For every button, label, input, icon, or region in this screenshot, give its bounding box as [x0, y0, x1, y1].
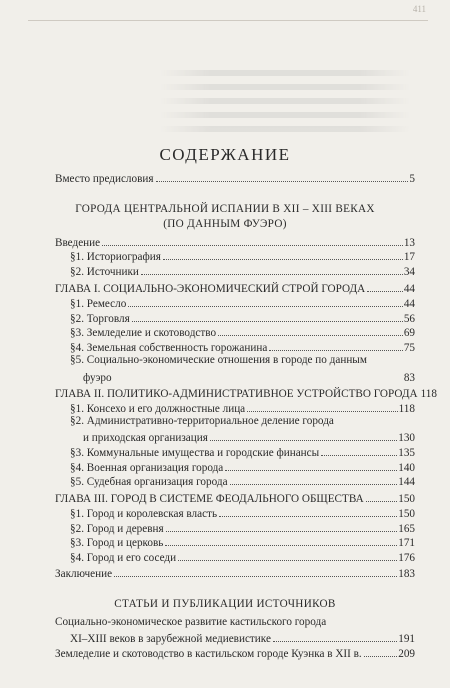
- entry-label: Вместо предисловия: [55, 173, 154, 185]
- toc-entry-finances[interactable]: [70, 444, 415, 459]
- leader-dots: [128, 295, 403, 307]
- part2-heading: СТАТЬИ И ПУБЛИКАЦИИ ИСТОЧНИКОВ: [114, 598, 336, 610]
- entry-label: фуэро: [83, 372, 112, 384]
- leader-dots: [210, 429, 397, 441]
- entry-label: §3. Коммунальные имущества и городские финансы: [70, 447, 320, 459]
- page-number: 411: [412, 4, 426, 14]
- entry-page: 176: [398, 552, 415, 564]
- toc-entry-village[interactable]: [70, 520, 415, 535]
- entry-label: §3. Земледелие и скотоводство: [70, 327, 217, 339]
- entry-page: 171: [398, 537, 415, 549]
- toc-entry-article1-line1[interactable]: Социально-экономическое развитие кастильского города: [55, 616, 327, 628]
- toc-entry-trade[interactable]: [70, 310, 415, 325]
- entry-page: 183: [398, 568, 415, 580]
- entry-page: 165: [398, 523, 415, 535]
- toc-entry-foreword[interactable]: [55, 170, 415, 185]
- toc-entry-article2[interactable]: [55, 645, 415, 660]
- toc-entry-concejo[interactable]: [70, 400, 415, 415]
- entry-label: §1. Историография: [70, 251, 161, 263]
- toc-entry-chapter-3[interactable]: [55, 490, 415, 505]
- leader-dots: [156, 170, 409, 182]
- entry-label: §5. Судебная организация города: [70, 476, 228, 488]
- toc-entry-agriculture[interactable]: [70, 324, 415, 339]
- entry-page: 83: [403, 372, 415, 384]
- entry-label: §1. Город и королевская власть: [70, 508, 218, 520]
- leader-dots: [273, 630, 397, 642]
- page-title: СОДЕРЖАНИЕ: [159, 145, 291, 164]
- leader-dots: [132, 310, 403, 322]
- entry-label: Земледелие и скотоводство в кастильском городе Куэнка в XII в.: [55, 648, 362, 660]
- page-header: [28, 6, 428, 21]
- entry-page: 150: [398, 493, 415, 505]
- toc-entry-judicial[interactable]: [70, 473, 415, 488]
- entry-page: 191: [398, 633, 415, 645]
- entry-page: 140: [398, 462, 415, 474]
- toc-entry-neighbors[interactable]: [70, 549, 415, 564]
- toc-entry-church[interactable]: [70, 534, 415, 549]
- leader-dots: [247, 400, 397, 412]
- toc-entry-conclusion[interactable]: [55, 565, 415, 580]
- toc-entry-territorial[interactable]: [83, 429, 415, 444]
- part-heading-line1: ГОРОДА ЦЕНТРАЛЬНОЙ ИСПАНИИ В XII – XIII ВЕКАХ: [75, 203, 375, 215]
- entry-page: 34: [403, 266, 415, 278]
- leader-dots: [218, 324, 403, 336]
- entry-label: Заключение: [55, 568, 113, 580]
- entry-page: 118: [398, 403, 415, 415]
- toc-entry-socioeconomic[interactable]: [83, 369, 415, 384]
- leader-dots: [102, 234, 403, 246]
- entry-label: §4. Город и его соседи: [70, 552, 177, 564]
- entry-label: ГЛАВА III. ГОРОД В СИСТЕМЕ ФЕОДАЛЬНОГО ОБЩЕСТВА: [55, 493, 364, 505]
- entry-label: ГЛАВА II. ПОЛИТИКО-АДМИНИСТРАТИВНОЕ УСТРОЙСТВО ГОРОДА: [55, 388, 418, 400]
- leader-dots: [178, 549, 397, 561]
- leader-dots: [269, 339, 403, 351]
- entry-page: 75: [403, 342, 415, 354]
- entry-label: §1. Ремесло: [70, 298, 127, 310]
- leader-dots: [163, 248, 403, 260]
- entry-page: 144: [398, 476, 415, 488]
- entry-label: §1. Консехо и его должностные лица: [70, 403, 246, 415]
- leader-dots: [114, 565, 397, 577]
- entry-label: Введение: [55, 237, 101, 249]
- show-through-text: [160, 62, 410, 142]
- entry-page: 209: [398, 648, 415, 660]
- toc-entry-article1[interactable]: [70, 630, 415, 645]
- leader-dots: [225, 459, 397, 471]
- toc-entry-crafts[interactable]: [70, 295, 415, 310]
- leader-dots: [114, 369, 403, 381]
- toc-entry-intro[interactable]: [55, 234, 415, 249]
- toc-entry-chapter-2[interactable]: [55, 385, 437, 400]
- entry-label: §2. Город и деревня: [70, 523, 164, 535]
- entry-page: 44: [403, 298, 415, 310]
- entry-page: 13: [403, 237, 415, 249]
- entry-page: 150: [398, 508, 415, 520]
- entry-page: 135: [398, 447, 415, 459]
- toc-entry-royal-power[interactable]: [70, 505, 415, 520]
- entry-page: 130: [398, 432, 415, 444]
- leader-dots: [364, 645, 397, 657]
- toc-entry-territorial-line1[interactable]: §2. Административно-территориальное деление города: [70, 415, 334, 427]
- leader-dots: [166, 520, 398, 532]
- entry-label: §2. Торговля: [70, 313, 130, 325]
- leader-dots: [141, 263, 403, 275]
- toc-entry-historiography[interactable]: [70, 248, 415, 263]
- entry-label: и приходская организация: [83, 432, 208, 444]
- toc-entry-military[interactable]: [70, 459, 415, 474]
- leader-dots: [367, 280, 403, 292]
- entry-label: XI–XIII веков в зарубежной медиевистике: [70, 633, 271, 645]
- toc-entry-chapter-1[interactable]: [55, 280, 415, 295]
- entry-label: §3. Город и церковь: [70, 537, 164, 549]
- leader-dots: [230, 473, 398, 485]
- entry-page: 118: [420, 388, 437, 400]
- entry-label: ГЛАВА I. СОЦИАЛЬНО-ЭКОНОМИЧЕСКИЙ СТРОЙ ГОРОДА: [55, 283, 366, 295]
- entry-page: 17: [403, 251, 415, 263]
- leader-dots: [366, 490, 398, 502]
- entry-page: 56: [403, 313, 415, 325]
- leader-dots: [321, 444, 397, 456]
- entry-page: 44: [403, 283, 415, 295]
- entry-label: §2. Источники: [70, 266, 139, 278]
- entry-page: 69: [403, 327, 415, 339]
- toc-entry-sources[interactable]: [70, 263, 415, 278]
- toc-entry-socioeconomic-line1[interactable]: §5. Социально-экономические отношения в городе по данным: [70, 354, 367, 366]
- entry-page: 5: [409, 173, 415, 185]
- toc-entry-land-ownership[interactable]: [70, 339, 415, 354]
- part-heading-line2: (ПО ДАННЫМ ФУЭРО): [163, 218, 287, 230]
- entry-label: §4. Земельная собственность горожанина: [70, 342, 268, 354]
- leader-dots: [219, 505, 397, 517]
- leader-dots: [165, 534, 397, 546]
- entry-label: §4. Военная организация города: [70, 462, 224, 474]
